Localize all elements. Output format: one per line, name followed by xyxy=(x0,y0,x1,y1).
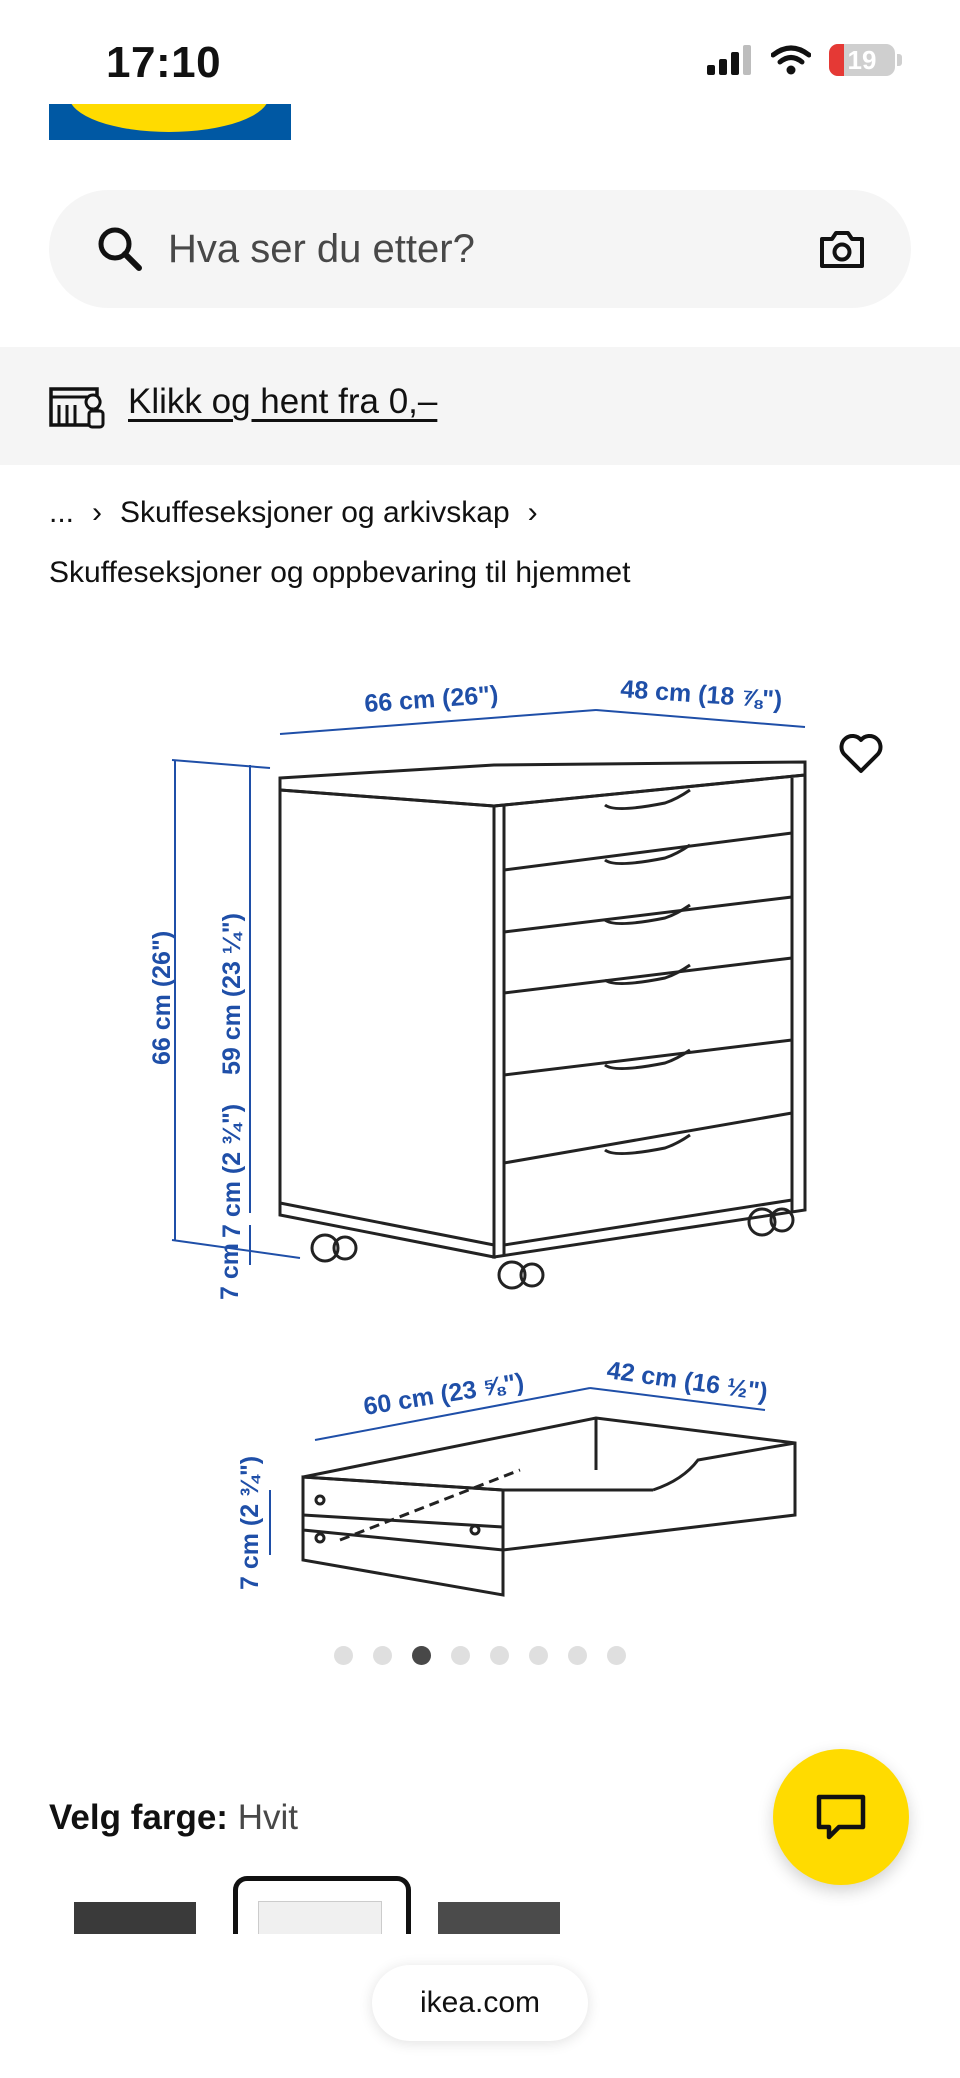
search-input[interactable]: Hva ser du etter? xyxy=(168,227,475,271)
chevron-right-icon: › xyxy=(92,496,103,529)
battery-tip xyxy=(897,54,902,66)
camera-icon[interactable] xyxy=(817,224,867,274)
selected-color: Hvit xyxy=(237,1798,298,1837)
ikea-logo[interactable] xyxy=(49,104,291,140)
dim-body-height: 59 cm (23 ¼") xyxy=(218,913,246,1075)
carousel-dots[interactable] xyxy=(0,1646,960,1665)
store-pickup-icon xyxy=(49,383,107,431)
chevron-right-icon: › xyxy=(527,496,538,529)
dim-total-height: 66 cm (26") xyxy=(148,930,176,1065)
url-bar[interactable]: ikea.com xyxy=(372,1965,588,2041)
carousel-dot[interactable] xyxy=(529,1646,548,1665)
click-collect-link[interactable]: Klikk og hent fra 0,– xyxy=(128,382,438,421)
dim-top-depth: 48 cm (18 ⅞") xyxy=(619,675,784,715)
color-selector-label xyxy=(49,1798,298,1838)
carousel-dot-active[interactable] xyxy=(412,1646,431,1665)
carousel-dot[interactable] xyxy=(607,1646,626,1665)
dim-caster-height: 7 cm xyxy=(216,1243,244,1300)
search-icon xyxy=(95,224,145,274)
swatch-white-selected[interactable] xyxy=(233,1876,411,1934)
carousel-dot[interactable] xyxy=(451,1646,470,1665)
status-icons xyxy=(707,44,902,76)
cellular-signal-icon xyxy=(707,45,753,75)
status-time: 17:10 xyxy=(106,38,222,87)
carousel-dot[interactable] xyxy=(373,1646,392,1665)
breadcrumb-ellipsis[interactable]: ... xyxy=(49,496,75,529)
breadcrumb-current[interactable]: Skuffeseksjoner og oppbevaring til hjemmet xyxy=(49,556,631,589)
swatch-black[interactable] xyxy=(74,1876,196,1934)
product-dimension-image[interactable] xyxy=(130,660,830,1610)
dim-drawer-height: 7 cm (2 ¾") xyxy=(236,1455,264,1590)
color-swatches xyxy=(49,1876,960,1934)
dim-top-width: 66 cm (26") xyxy=(363,680,500,718)
breadcrumb xyxy=(49,496,542,530)
status-bar xyxy=(0,0,960,120)
color-label-prefix: Velg farge: xyxy=(49,1798,228,1837)
dim-gap-height: 7 cm (2 ¾") xyxy=(218,1103,246,1238)
battery-level: 19 xyxy=(847,45,877,75)
click-collect-banner[interactable] xyxy=(0,347,960,465)
battery-icon xyxy=(829,44,895,76)
carousel-dot[interactable] xyxy=(490,1646,509,1665)
breadcrumb-category[interactable]: Skuffeseksjoner og arkivskap xyxy=(120,496,510,529)
wifi-icon xyxy=(771,45,811,75)
dim-drawer-depth: 42 cm (16 ½") xyxy=(605,1356,770,1407)
carousel-dot[interactable] xyxy=(568,1646,587,1665)
chat-icon xyxy=(815,1793,867,1843)
search-bar[interactable] xyxy=(49,190,911,308)
chat-button[interactable] xyxy=(773,1749,909,1885)
carousel-dot[interactable] xyxy=(334,1646,353,1665)
dim-drawer-width: 60 cm (23 ⅝") xyxy=(361,1367,526,1421)
heart-icon[interactable] xyxy=(836,728,886,778)
swatch-dark-grey[interactable] xyxy=(438,1876,560,1934)
